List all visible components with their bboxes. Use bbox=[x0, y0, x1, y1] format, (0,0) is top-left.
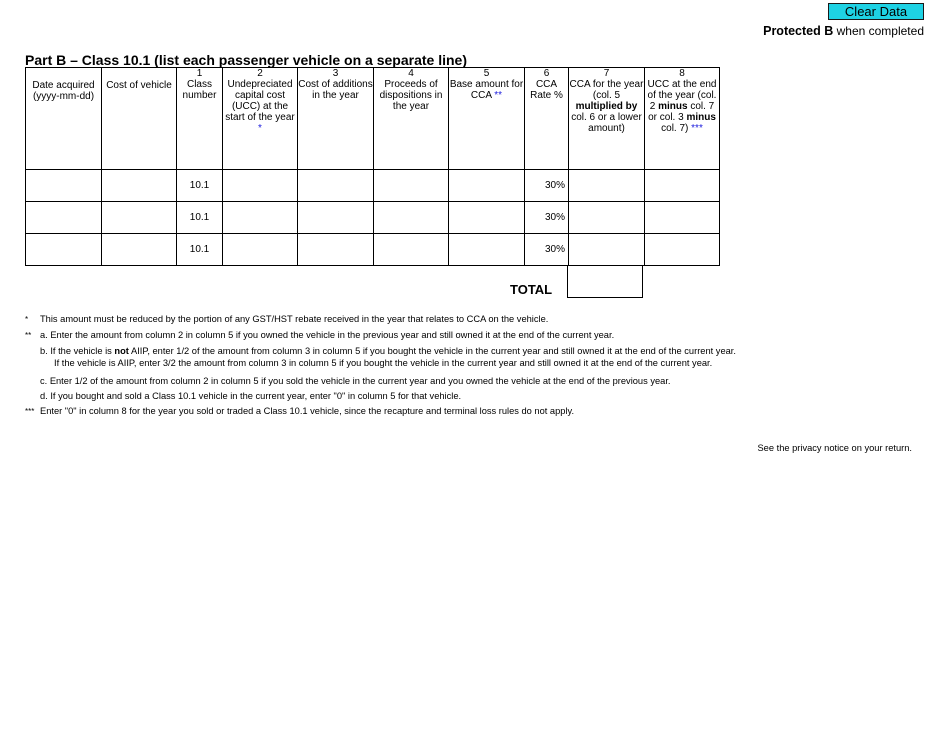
class-10-1-table bbox=[25, 67, 720, 266]
ucc-start-input[interactable] bbox=[223, 202, 298, 234]
ucc-start-input[interactable] bbox=[223, 234, 298, 266]
footnote-double-star-a: ** a. Enter the amount from column 2 in column 5 if you owned the vehicle in the previous year and still owned it at the end of the current year. bbox=[25, 330, 615, 340]
proceeds-input[interactable] bbox=[374, 170, 449, 202]
protected-b-label: Protected B when completed bbox=[763, 24, 924, 38]
date-acquired-input[interactable] bbox=[26, 170, 102, 202]
base-amount-input[interactable] bbox=[449, 202, 525, 234]
col-header-ucc-end: 8 UCC at the end of the year (col. 2 minus col. 7 or col. 3 minus col. 7) *** bbox=[645, 68, 720, 170]
proceeds-input[interactable] bbox=[374, 202, 449, 234]
cost-of-vehicle-input[interactable] bbox=[102, 170, 177, 202]
clear-data-button[interactable]: Clear Data bbox=[828, 3, 924, 20]
ucc-end-input[interactable] bbox=[645, 234, 720, 266]
ucc-start-input[interactable] bbox=[223, 170, 298, 202]
date-acquired-input[interactable] bbox=[26, 234, 102, 266]
privacy-notice: See the privacy notice on your return. bbox=[757, 443, 912, 453]
col-header-date: Date acquired (yyyy-mm-dd) bbox=[26, 68, 102, 170]
footnote-double-star-b2: If the vehicle is AIIP, enter 3/2 the amount from column 3 in column 5 if you bought the vehicle in the current year and still owned it at the end of the current year. bbox=[54, 358, 713, 368]
col-header-cca-year: 7 CCA for the year (col. 5 multiplied by col. 6 or a lower amount) bbox=[569, 68, 645, 170]
footnote-triple-star: *** Enter "0" in column 8 for the year you sold or traded a Class 10.1 vehicle, since the recapture and terminal loss rules do not apply. bbox=[25, 406, 575, 416]
col-header-cost: Cost of vehicle bbox=[102, 68, 177, 170]
part-title: Part B – Class 10.1 (list each passenger vehicle on a separate line) bbox=[25, 52, 467, 68]
cca-year-input[interactable] bbox=[569, 234, 645, 266]
cca-year-input[interactable] bbox=[569, 202, 645, 234]
footnotes bbox=[25, 313, 736, 418]
footnote-star: * This amount must be reduced by the portion of any GST/HST rebate received in the year that relates to CCA on the vehicle. bbox=[25, 314, 549, 324]
col-header-cca-rate: 6 CCA Rate % bbox=[525, 68, 569, 170]
col-header-ucc-start: 2 Undepreciated capital cost (UCC) at the start of the year * bbox=[223, 68, 298, 170]
date-acquired-input[interactable] bbox=[26, 202, 102, 234]
ucc-end-input[interactable] bbox=[645, 170, 720, 202]
col-header-class: 1 Class number bbox=[177, 68, 223, 170]
proceeds-input[interactable] bbox=[374, 234, 449, 266]
cca-year-input[interactable] bbox=[569, 170, 645, 202]
cca-rate-cell: 30% bbox=[525, 202, 569, 234]
cost-of-vehicle-input[interactable] bbox=[102, 202, 177, 234]
additions-input[interactable] bbox=[298, 234, 374, 266]
footnote-double-star-c: c. Enter 1/2 of the amount from column 2 in column 5 if you sold the vehicle in the current year and you owned the vehicle at the end of the previous year. bbox=[40, 376, 671, 386]
base-amount-input[interactable] bbox=[449, 170, 525, 202]
footnote-double-star-d: d. If you bought and sold a Class 10.1 vehicle in the current year, enter "0" in column 5 for that vehicle. bbox=[40, 391, 462, 401]
total-input[interactable] bbox=[567, 266, 643, 298]
ucc-end-input[interactable] bbox=[645, 202, 720, 234]
additions-input[interactable] bbox=[298, 202, 374, 234]
table-row bbox=[26, 234, 720, 266]
table-row bbox=[26, 170, 720, 202]
cost-of-vehicle-input[interactable] bbox=[102, 234, 177, 266]
col-header-base-amount: 5 Base amount for CCA ** bbox=[449, 68, 525, 170]
col-header-proceeds: 4 Proceeds of dispositions in the year bbox=[374, 68, 449, 170]
class-number-cell: 10.1 bbox=[177, 234, 223, 266]
class-number-cell: 10.1 bbox=[177, 170, 223, 202]
base-amount-input[interactable] bbox=[449, 234, 525, 266]
table-header-row bbox=[26, 68, 720, 170]
additions-input[interactable] bbox=[298, 170, 374, 202]
total-label: TOTAL bbox=[510, 282, 553, 297]
class-number-cell: 10.1 bbox=[177, 202, 223, 234]
col-header-additions: 3 Cost of additions in the year bbox=[298, 68, 374, 170]
table-row bbox=[26, 202, 720, 234]
cca-rate-cell: 30% bbox=[525, 170, 569, 202]
cca-rate-cell: 30% bbox=[525, 234, 569, 266]
footnote-double-star-b: b. If the vehicle is not AIIP, enter 1/2 of the amount from column 3 in column 5 if you bought the vehicle in the current year and still owned it at the end of the current year. bbox=[40, 346, 736, 356]
